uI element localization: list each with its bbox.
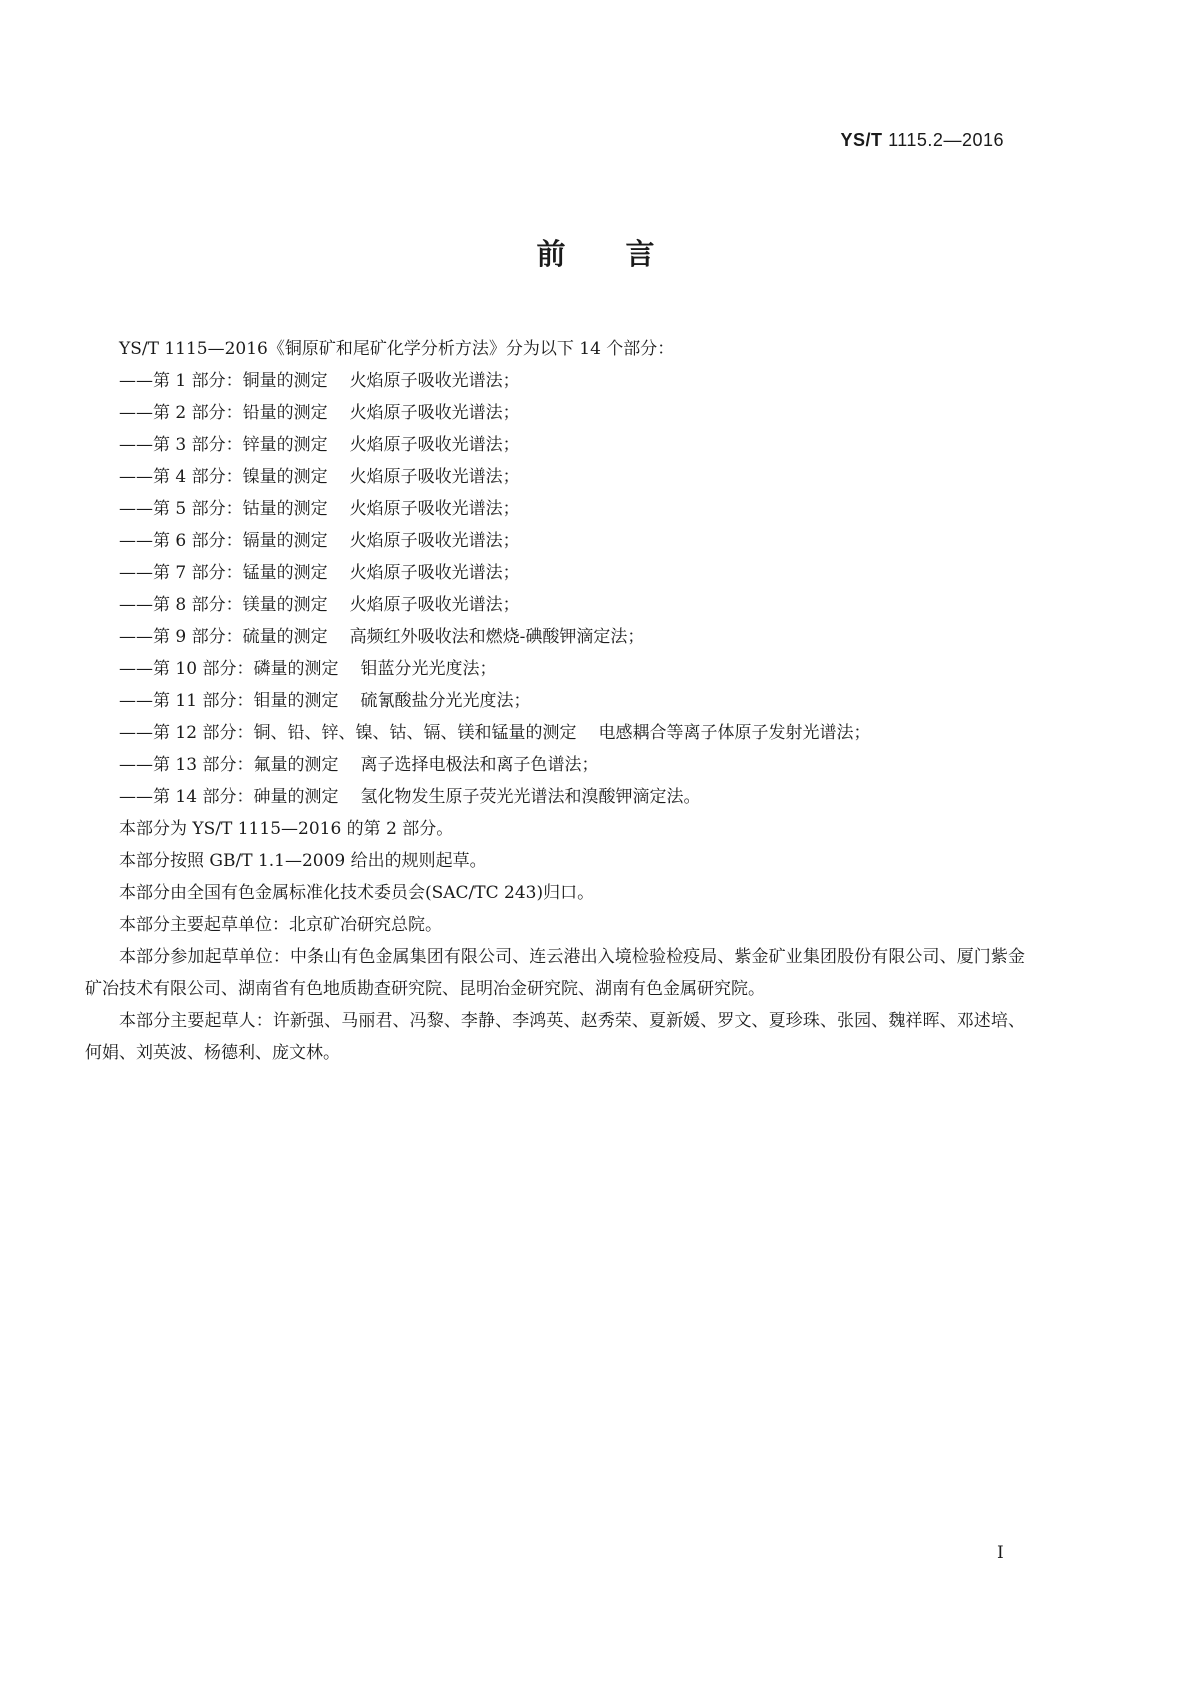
part-lead: ——第 3 部分：锌量的测定 [119,435,328,455]
part-item [85,621,1025,653]
part-method: 火焰原子吸收光谱法； [349,563,520,583]
part-method: 硫氰酸盐分光光度法； [360,691,531,711]
main-drafter-unit-statement: 本部分主要起草单位：北京矿冶研究总院。 [119,915,442,935]
part-of-statement: 本部分为 YS/T 1115—2016 的第 2 部分。 [119,819,454,839]
part-lead: ——第 6 部分：镉量的测定 [119,531,328,551]
part-method: 氢化物发生原子荧光光谱法和溴酸钾滴定法。 [360,787,701,807]
part-method: 火焰原子吸收光谱法； [349,531,520,551]
part-lead: ——第 2 部分：铅量的测定 [119,403,328,423]
part-item [85,717,1025,749]
part-lead: ——第 11 部分：钼量的测定 [119,691,339,711]
part-item [85,397,1025,429]
standard-code [841,130,1004,151]
page-number: I [997,1543,1004,1563]
part-item [85,589,1025,621]
part-lead: ——第 5 部分：钴量的测定 [119,499,328,519]
part-item [85,557,1025,589]
part-method: 火焰原子吸收光谱法； [349,435,520,455]
part-item [85,493,1025,525]
part-lead: ——第 10 部分：磷量的测定 [119,659,339,679]
part-lead: ——第 13 部分：氟量的测定 [119,755,339,775]
part-lead: ——第 4 部分：镍量的测定 [119,467,328,487]
part-item [85,685,1025,717]
part-lead: ——第 8 部分：镁量的测定 [119,595,328,615]
part-lead: ——第 1 部分：铜量的测定 [119,371,328,391]
part-item [85,749,1025,781]
part-lead: ——第 12 部分：铜、铅、锌、镍、钴、镉、镁和锰量的测定 [119,723,577,743]
part-method: 钼蓝分光光度法； [360,659,497,679]
part-item [85,461,1025,493]
part-lead: ——第 14 部分：砷量的测定 [119,787,339,807]
part-lead: ——第 9 部分：硫量的测定 [119,627,328,647]
part-item [85,525,1025,557]
under-committee-statement: 本部分由全国有色金属标准化技术委员会(SAC/TC 243)归口。 [119,883,595,903]
page-title: 前言 [536,237,715,271]
foreword-body [85,333,1025,1069]
part-method: 电感耦合等离子体原子发射光谱法； [598,723,871,743]
participating-units-statement: 本部分参加起草单位：中条山有色金属集团有限公司、连云港出入境检验检疫局、紫金矿业集团股份有限公司、厦门紫金矿冶技术有限公司、湖南省有色地质勘查研究院、昆明冶金研究院、湖南有色金属研究院。 [85,947,1025,999]
part-method: 火焰原子吸收光谱法； [349,403,520,423]
part-method: 高频红外吸收法和燃烧-碘酸钾滴定法； [349,627,645,647]
part-item [85,781,1025,813]
part-method: 火焰原子吸收光谱法； [349,371,520,391]
part-method: 火焰原子吸收光谱法； [349,499,520,519]
standard-code-number: 1115.2—2016 [888,130,1004,150]
part-lead: ——第 7 部分：锰量的测定 [119,563,328,583]
part-method: 离子选择电极法和离子色谱法； [360,755,599,775]
part-method: 火焰原子吸收光谱法； [349,467,520,487]
main-drafters-statement: 本部分主要起草人：许新强、马丽君、冯黎、李静、李鸿英、赵秀荣、夏新媛、罗文、夏珍珠、张园、魏祥晖、邓述培、何娟、刘英波、杨德利、庞文林。 [85,1011,1025,1063]
part-item [85,653,1025,685]
part-method: 火焰原子吸收光谱法； [349,595,520,615]
part-item [85,365,1025,397]
intro-line: YS/T 1115—2016《铜原矿和尾矿化学分析方法》分为以下 14 个部分： [119,339,675,359]
part-item [85,429,1025,461]
drafting-rules-statement: 本部分按照 GB/T 1.1—2009 给出的规则起草。 [119,851,487,871]
standard-code-prefix: YS/T [840,130,883,150]
